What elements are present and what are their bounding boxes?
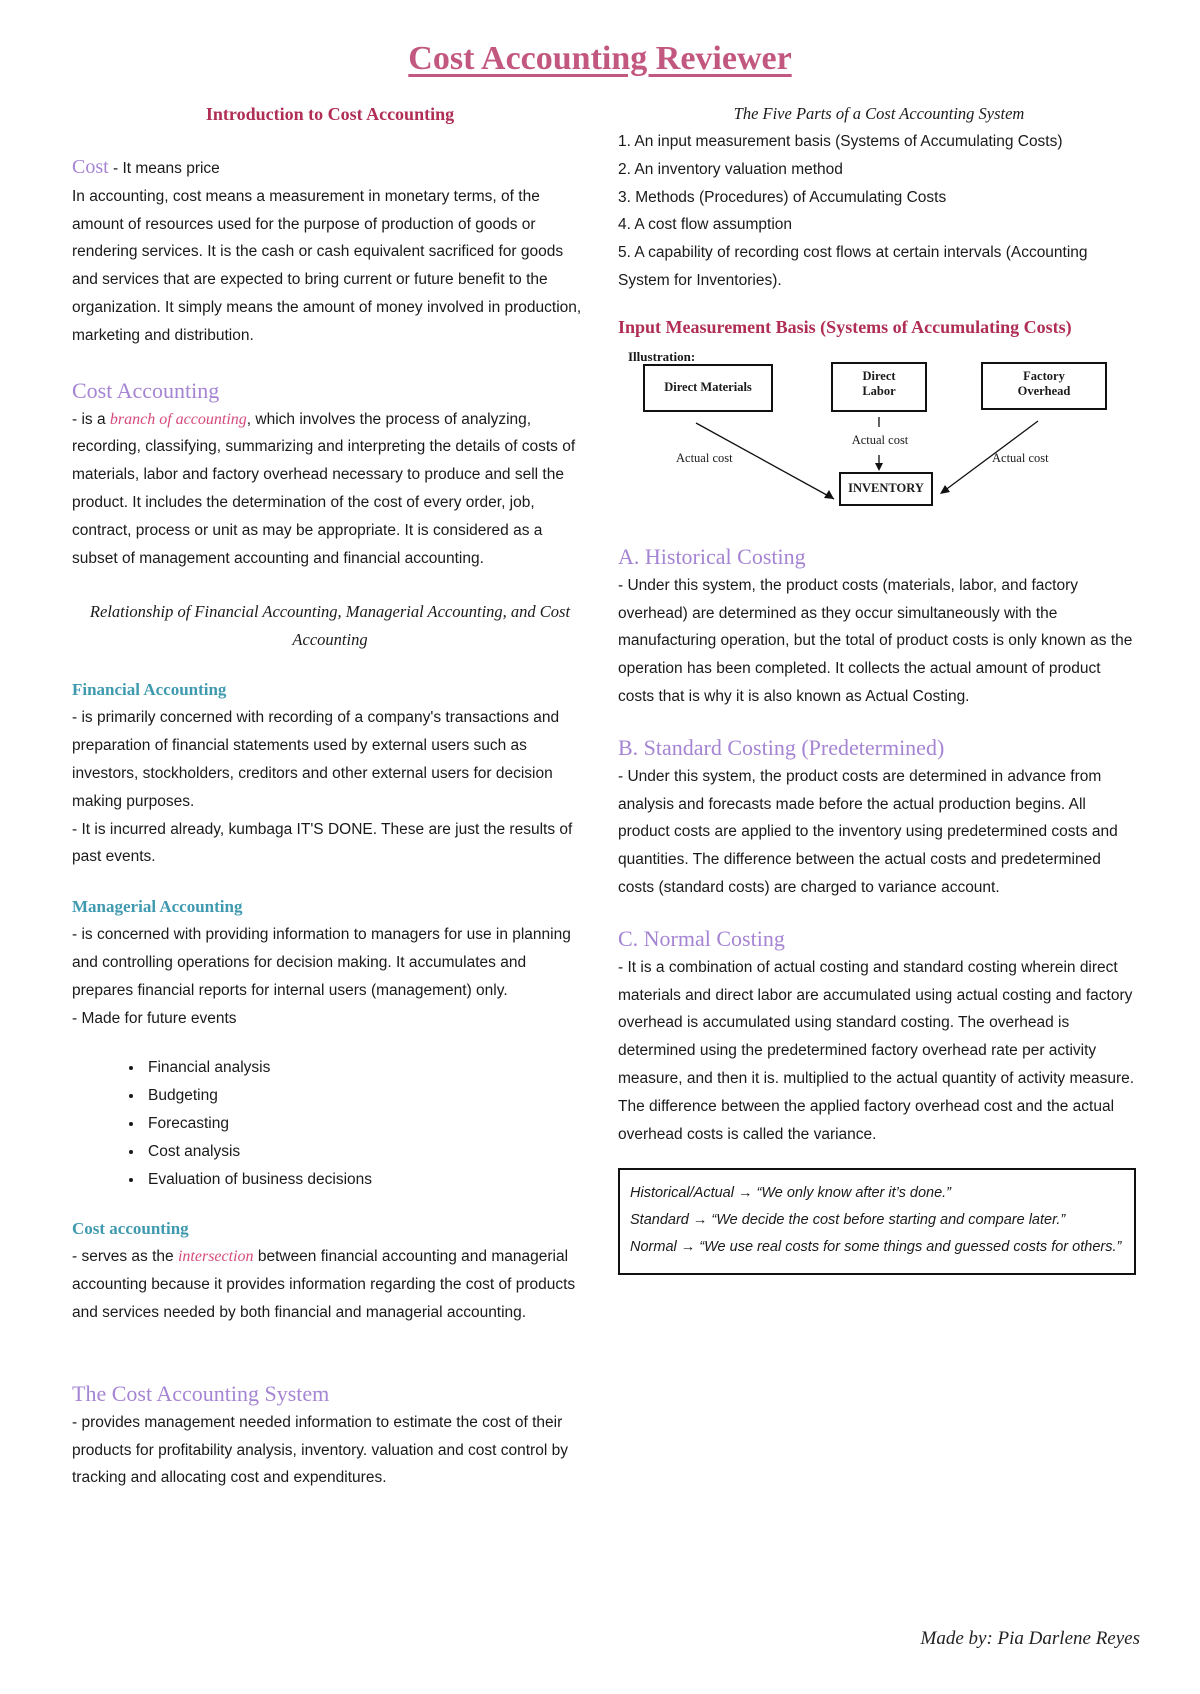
cost-acc-paragraph: [72, 1243, 588, 1326]
arrowhead-mid: [875, 463, 883, 471]
label-actual-cost-left: Actual cost: [676, 450, 733, 465]
ca-prefix: - is a: [72, 410, 110, 428]
intro-heading: Introduction to Cost Accounting: [205, 104, 455, 124]
five-parts-item: 1. An input measurement basis (Systems of Accumulating Costs): [618, 133, 1063, 150]
page-title: Cost Accounting Reviewer: [408, 40, 792, 77]
cost-acc-rest: between financial accounting and managerial accounting because it provides information regarding the cost of products and services needed by both financial and managerial accounting.: [72, 1248, 576, 1321]
label-direct-labor-2: Labor: [862, 383, 896, 398]
cost-accounting-heading: Cost Accounting: [72, 377, 220, 403]
label-actual-cost-right: Actual cost: [992, 450, 1049, 465]
list-item: • Forecasting: [144, 1110, 588, 1138]
illustration-diagram: [626, 349, 1116, 524]
relationship-heading: Relationship of Financial Accounting, Managerial Accounting, and Cost Accounting: [89, 602, 571, 650]
system-heading: The Cost Accounting System: [72, 1380, 330, 1406]
ca-highlight: branch of accounting: [109, 410, 247, 428]
managerial-paragraph-2: - Made for future events: [72, 1009, 237, 1027]
financial-paragraph-2: - It is incurred already, kumbaga IT'S DONE. These are just the results of past events.: [72, 820, 573, 866]
illustration-label: Illustration:: [628, 348, 696, 364]
financial-heading: Financial Accounting: [72, 680, 227, 700]
ca-rest: , which involves the process of analyzing, recording, classifying, summarizing and interpreting the details of costs of materials, labor and factory overhead necessary to produce and sell the product. It includes the determination of the cost of every order, job, contract, process or unit as may be appropriate. It is considered as a subset of management accounting and financial accounting.: [72, 410, 576, 567]
cost-accounting-paragraph: [72, 406, 588, 573]
system-paragraph: - provides management needed information to estimate the cost of their products for profitability analysis, inventory. valuation and cost control by tracking and allocating cost and expenditures.: [72, 1413, 568, 1487]
five-parts-item: 2. An inventory valuation method: [618, 160, 843, 178]
label-inventory: INVENTORY: [848, 480, 924, 495]
standard-paragraph: - Under this system, the product costs are determined in advance from analysis and forecasts made before the actual production begins. All product costs are applied to the inventory using predetermined costs and quantities. The difference between the actual costs and predetermined costs (standard costs) are charged to variance account.: [618, 767, 1118, 896]
cost-paragraph: In accounting, cost means a measurement in monetary terms, of the amount of resources used for the purpose of production of goods or rendering services. It is the cash or cash equivalent sacrificed for goods and services that are expected to bring current or future benefit to the organization. It simply means the amount of money involved in production, marketing and distribution.: [72, 187, 582, 344]
cost-def-text: - It means price: [108, 160, 220, 177]
five-parts-item: 3. Methods (Procedures) of Accumulating Costs: [618, 188, 947, 206]
author-credit: Made by: Pia Darlene Reyes: [920, 1628, 1140, 1649]
label-factory-overhead-1: Factory: [1023, 368, 1065, 383]
financial-paragraph-1: - is primarily concerned with recording of a company's transactions and preparation of financial statements used by external users such as investors, stockholders, creditors and other external users for decision making purposes.: [72, 709, 560, 810]
historical-heading: A. Historical Costing: [618, 543, 806, 569]
left-column: [72, 100, 588, 1492]
list-item: • Cost analysis: [144, 1138, 588, 1166]
standard-heading: B. Standard Costing (Predetermined): [618, 734, 945, 760]
summary-box: [618, 1168, 1136, 1275]
label-direct-materials: Direct Materials: [664, 379, 752, 394]
managerial-list: [72, 1054, 588, 1193]
right-column: [618, 100, 1140, 1275]
cost-acc-prefix: - serves as the: [72, 1248, 178, 1266]
normal-paragraph: - It is a combination of actual costing and standard costing wherein direct materials and direct labor are accumulated using actual costing and factory overhead is accumulated using standard costing. The overhead is determined using the predetermined factory overhead rate per activity measure, and then it is. multiplied to the actual quantity of activity measure. The difference between the applied factory overhead cost and the actual overhead costs is called the variance.: [618, 958, 1135, 1143]
quote-normal: Normal → “We use real costs for some things and guessed costs for others.”: [630, 1239, 1122, 1256]
quote-historical: Historical/Actual → “We only know after it’s done.”: [630, 1185, 952, 1202]
quote-standard: Standard → “We decide the cost before starting and compare later.”: [630, 1212, 1066, 1229]
cost-term: Cost: [72, 156, 109, 178]
managerial-heading: Managerial Accounting: [72, 897, 243, 917]
label-direct-labor-1: Direct: [862, 368, 896, 383]
five-parts-item: 5. A capability of recording cost flows at certain intervals (Accounting System for Inventories).: [618, 244, 1088, 289]
cost-acc-heading: Cost accounting: [72, 1219, 189, 1239]
list-item: • Evaluation of business decisions: [144, 1166, 588, 1194]
label-factory-overhead-2: Overhead: [1017, 383, 1071, 398]
historical-paragraph: - Under this system, the product costs (materials, labor, and factory overhead) are determined as they occur simultaneously with the manufacturing operation, but the total of product costs is only known as the operation has been completed. It collects the actual amount of product costs that is why it is also known as Actual Costing.: [618, 576, 1133, 705]
cost-definition: [72, 154, 588, 183]
list-item: • Budgeting: [144, 1082, 588, 1110]
label-actual-cost-mid: Actual cost: [851, 432, 909, 447]
normal-heading: C. Normal Costing: [618, 925, 785, 951]
cost-acc-highlight: intersection: [177, 1248, 254, 1266]
managerial-paragraph-1: - is concerned with providing information to managers for use in planning and controlling operations for decision making. It accumulates and prepares financial reports for internal users (management) only.: [72, 926, 571, 999]
input-heading: Input Measurement Basis (Systems of Accumulating Costs): [618, 316, 1072, 337]
arrowhead-right: [940, 485, 950, 494]
five-parts-item: 4. A cost flow assumption: [618, 216, 793, 234]
list-item: • Financial analysis: [144, 1054, 588, 1082]
five-parts-heading: The Five Parts of a Cost Accounting System: [733, 104, 1025, 123]
